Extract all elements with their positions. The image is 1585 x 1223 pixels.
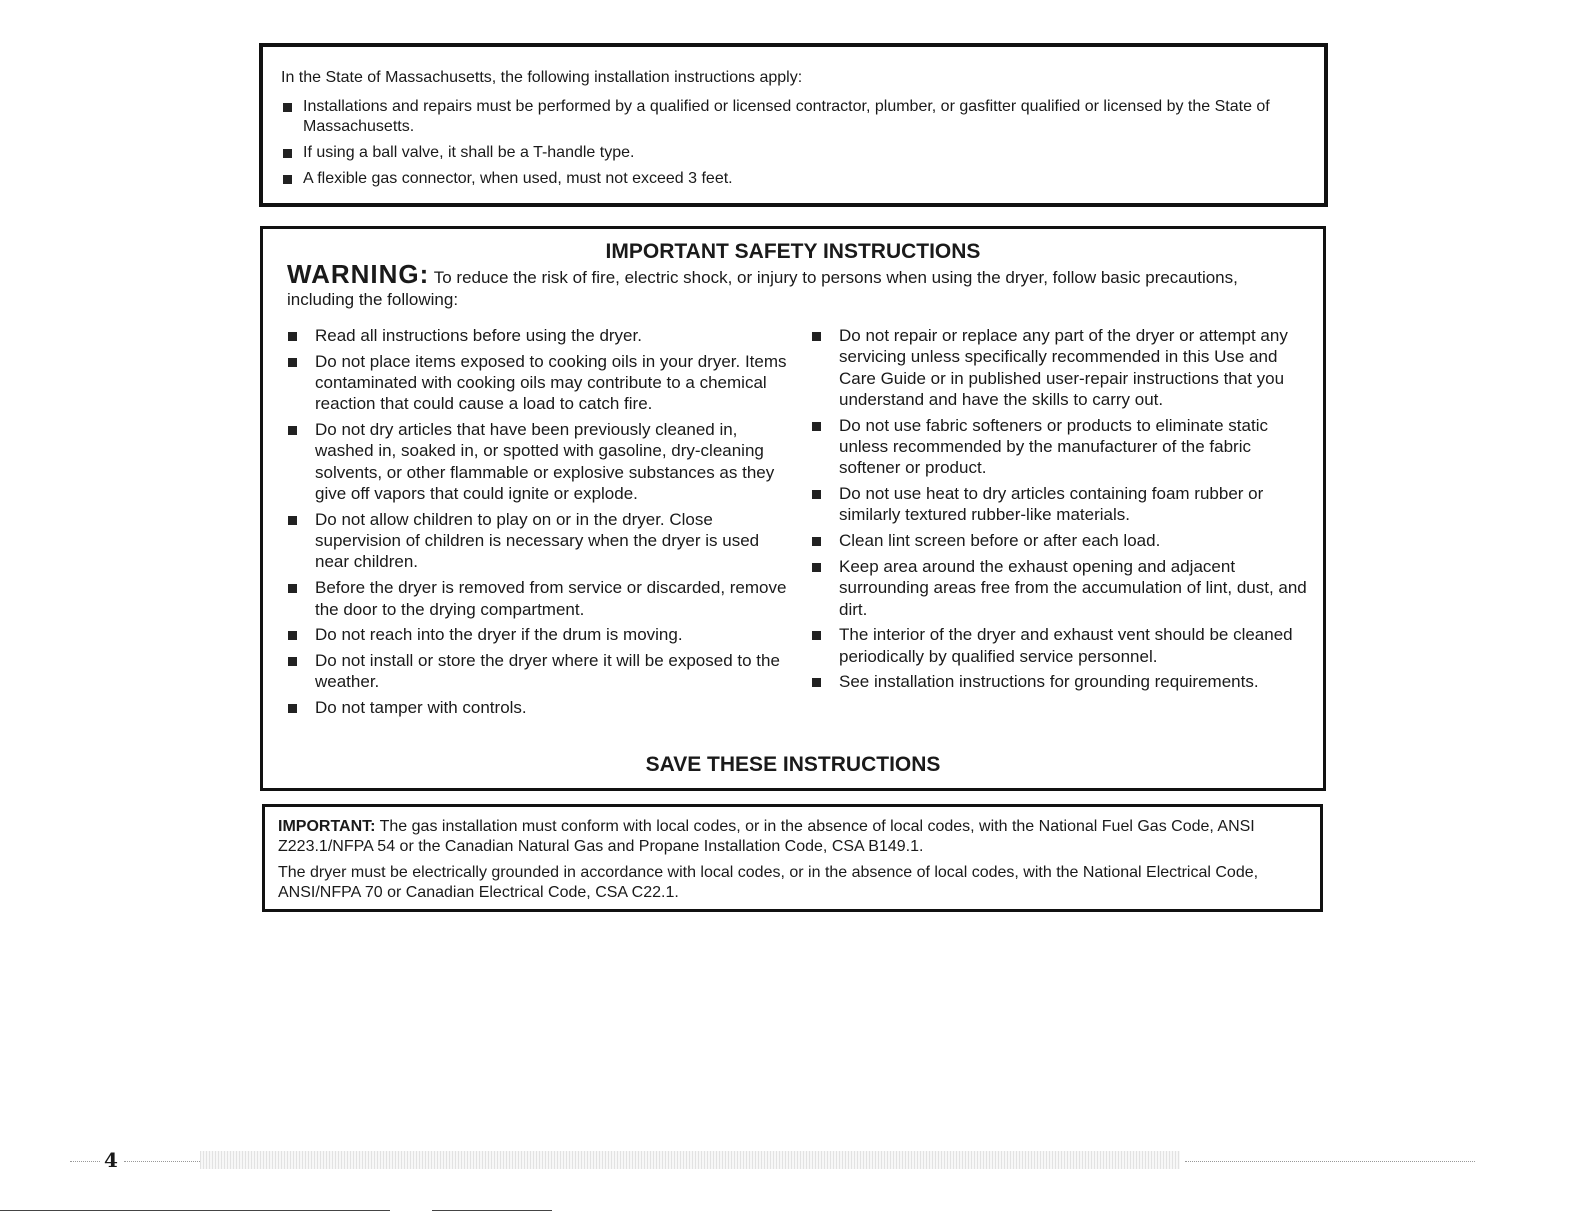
bullet-square-icon [812, 490, 821, 499]
list-item-text: See installation instructions for grounding requirements. [839, 672, 1259, 692]
bullet-square-icon [288, 358, 297, 367]
bullet-square-icon [283, 175, 292, 184]
safety-instructions-box [260, 226, 1326, 791]
bullet-square-icon [288, 704, 297, 713]
footer-dotted-rule-left [70, 1161, 100, 1162]
list-item-text: Do not dry articles that have been previously cleaned in, washed in, soaked in, or spotted with gasoline, dry-cleaning solvents, or other flammable or explosive substances as they give off vapors that could ignite or explode. [315, 420, 775, 504]
massachusetts-notice-box [259, 43, 1328, 207]
list-item [812, 671, 1312, 692]
list-item-text: Keep area around the exhaust opening and adjacent surrounding areas free from the accumulation of lint, dust, and dirt. [839, 556, 1307, 619]
list-item [281, 169, 1306, 189]
list-item [812, 483, 1312, 526]
list-item [812, 530, 1312, 551]
page-number: 4 [104, 1148, 118, 1172]
important-label: IMPORTANT: [278, 818, 376, 835]
left-precautions-list [288, 325, 788, 723]
warning-label: WARNING: [287, 259, 430, 289]
list-item-text: Clean lint screen before or after each load. [839, 531, 1161, 551]
bullet-square-icon [812, 678, 821, 687]
bullet-square-icon [288, 631, 297, 640]
bottom-rule [0, 1210, 390, 1211]
gas-code-text: The gas installation must conform with local codes, or in the absence of local codes, with the National Fuel Gas Code, ANSI Z223.1/NFPA 54 or the Canadian Natural Gas and Propane Installation Code, CSA B149.1. [278, 818, 1255, 855]
list-item-text: Do not use heat to dry articles containing foam rubber or similarly textured rubber-like materials. [839, 484, 1264, 525]
list-item-text: Do not allow children to play on or in the dryer. Close supervision of children is necessary when the dryer is used near children. [315, 509, 760, 572]
list-item [288, 697, 788, 718]
list-item-text: Read all instructions before using the dryer. [315, 326, 642, 345]
list-item-text: Do not install or store the dryer where it will be exposed to the weather. [315, 651, 780, 692]
bullet-square-icon [812, 422, 821, 431]
list-item [812, 325, 1312, 410]
gas-code-paragraph [278, 817, 1307, 856]
right-precautions-list [812, 325, 1312, 697]
bullet-square-icon [812, 332, 821, 341]
list-item-text: Do not repair or replace any part of the dryer or attempt any servicing unless specifically recommended in this Use and Care Guide or in published user-repair instructions that you understand and have the skills to carry out. [839, 326, 1288, 409]
list-item [812, 624, 1312, 667]
bullet-square-icon [283, 149, 292, 158]
list-item [288, 419, 788, 504]
list-item [288, 577, 788, 620]
list-item [288, 351, 788, 415]
bullet-square-icon [288, 657, 297, 666]
list-item [288, 650, 788, 693]
footer-scan-band [200, 1151, 1180, 1169]
list-item-text: A flexible gas connector, when used, must not exceed 3 feet. [303, 170, 733, 187]
list-item-text: Installations and repairs must be performed by a qualified or licensed contractor, plumber, or gasfitter qualified or licensed by the State of Massachusetts. [303, 98, 1270, 135]
list-item-text: Do not place items exposed to cooking oils in your dryer. Items contaminated with cooking oils may contribute to a chemical reaction that could cause a load to catch fire. [315, 351, 787, 414]
bullet-square-icon [812, 563, 821, 572]
list-item-text: Do not use fabric softeners or products to eliminate static unless recommended by the manufacturer of the fabric softener or product. [839, 415, 1268, 478]
bullet-square-icon [812, 537, 821, 546]
bullet-square-icon [812, 631, 821, 640]
footer-dotted-rule-right [1185, 1161, 1475, 1162]
list-item [281, 143, 1306, 163]
list-item-text: Before the dryer is removed from service or discarded, remove the door to the drying compartment. [315, 578, 787, 619]
warning-text: To reduce the risk of fire, electric shock, or injury to persons when using the dryer, follow basic precautions, including the following: [287, 268, 1238, 309]
bullet-square-icon [288, 584, 297, 593]
list-item-text: Do not reach into the dryer if the drum is moving. [315, 625, 683, 645]
bottom-rule-short [432, 1210, 552, 1211]
bullet-square-icon [283, 103, 292, 112]
electrical-code-paragraph: The dryer must be electrically grounded in accordance with local codes, or in the absence of local codes, with the National Electrical Code, ANSI/NFPA 70 or Canadian Electrical Code, CSA C22.1. [278, 864, 1259, 901]
list-item [281, 97, 1306, 137]
important-codes-box [262, 804, 1323, 912]
safety-title: IMPORTANT SAFETY INSTRUCTIONS [605, 240, 981, 263]
massachusetts-intro: In the State of Massachusetts, the following installation instructions apply: [281, 69, 803, 86]
list-item [288, 624, 788, 645]
list-item-text: Do not tamper with controls. [315, 698, 527, 718]
bullet-square-icon [288, 332, 297, 341]
list-item [812, 556, 1312, 620]
footer-dotted-rule [124, 1161, 200, 1162]
warning-paragraph [287, 259, 1303, 311]
list-item-text: If using a ball valve, it shall be a T-handle type. [303, 144, 635, 161]
list-item [812, 415, 1312, 479]
bullet-square-icon [288, 516, 297, 525]
list-item-text: The interior of the dryer and exhaust vent should be cleaned periodically by qualified service personnel. [839, 625, 1293, 666]
bullet-square-icon [288, 426, 297, 435]
list-item [288, 325, 788, 346]
list-item [288, 509, 788, 573]
save-instructions-heading: SAVE THESE INSTRUCTIONS [645, 753, 941, 776]
